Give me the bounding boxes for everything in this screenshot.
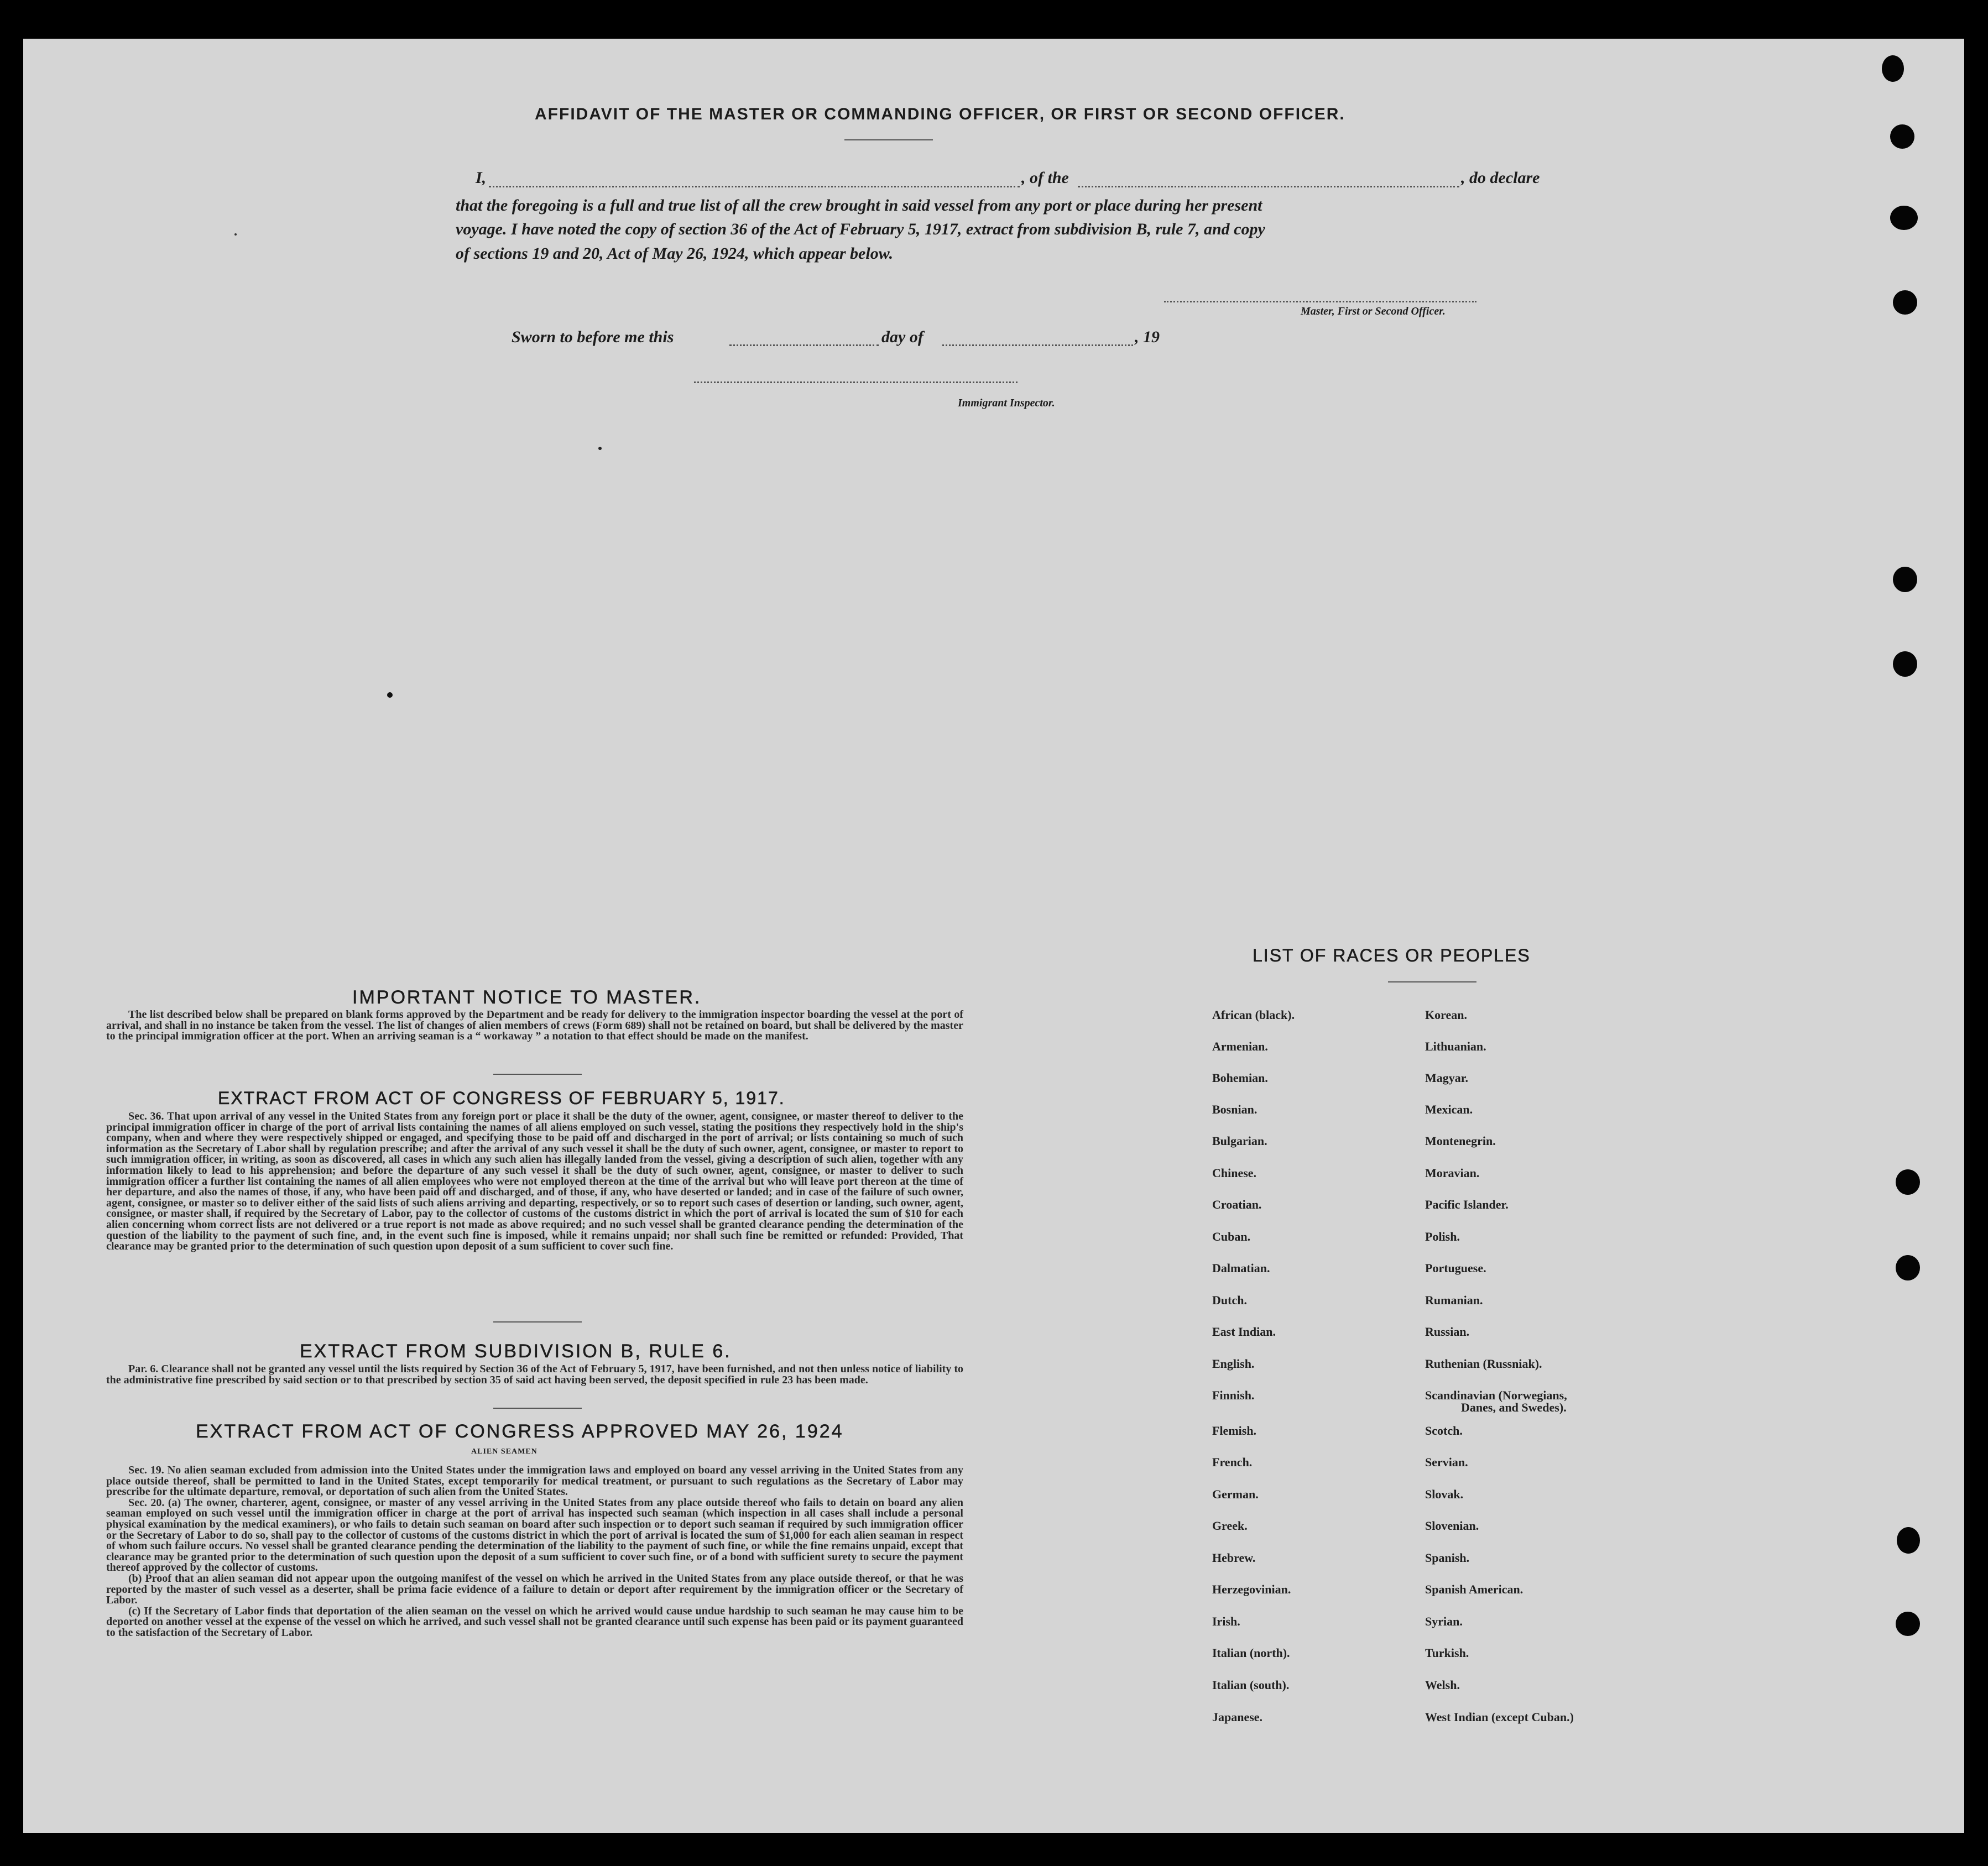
race-item: Bohemian. (1212, 1071, 1268, 1085)
notice-text (106, 1010, 963, 1042)
sec-20c-paragraph: (c) If the Secretary of Labor finds that deportation of the alien seaman on the vessel on which he arrived would cause undue hardship to such seaman he may cause him to be deported on another vessel at the expense of the vessel on which he arrived, and such vessel shall not be granted clearance until such expense has been paid or its payment guaranteed to the satisfaction of the Secretary of Labor. (106, 1604, 963, 1639)
punch-hole (1882, 55, 1904, 82)
race-item: Bulgarian. (1212, 1134, 1267, 1148)
race-item: Italian (north). (1212, 1646, 1290, 1660)
sec-20b-paragraph: (b) Proof that an alien seaman did not appear upon the outgoing manifest of the vessel on which he arrived in the United States from any place outside thereof, or that he was reported by the master of such vessel as a deserter, shall be prima facie evidence of a failure to detain or deport after requirement by the immigration officer or the Secretary of Labor. (106, 1572, 963, 1607)
extract-1924-title: EXTRACT FROM ACT OF CONGRESS APPROVED MAY 26, 1924 (196, 1421, 844, 1442)
race-item: German. (1212, 1487, 1259, 1501)
race-item: Flemish. (1212, 1424, 1257, 1438)
speck-dot (387, 692, 393, 698)
races-title: LIST OF RACES OR PEOPLES (1253, 945, 1531, 965)
punch-hole (1897, 1527, 1920, 1554)
race-item: Dalmatian. (1212, 1261, 1270, 1275)
race-item: Croatian. (1212, 1198, 1262, 1211)
affidavit-title: AFFIDAVIT OF THE MASTER OR COMMANDING OFFICER, OR FIRST OR SECOND OFFICER. (535, 105, 1345, 123)
punch-hole (1893, 651, 1917, 677)
race-item: English. (1212, 1357, 1255, 1371)
race-item: Mexican. (1425, 1102, 1473, 1116)
punch-hole (1896, 1169, 1920, 1195)
sworn-text: Sworn to before me this (512, 328, 674, 346)
race-item: Armenian. (1212, 1039, 1268, 1053)
race-item: Welsh. (1425, 1678, 1460, 1692)
race-item: Cuban. (1212, 1230, 1251, 1243)
race-item: Chinese. (1212, 1166, 1257, 1180)
race-item: Korean. (1425, 1008, 1467, 1022)
extract-1917-title: EXTRACT FROM ACT OF CONGRESS OF FEBRUARY 5, 1917. (218, 1088, 785, 1108)
race-item: Bosnian. (1212, 1102, 1257, 1116)
races-right-continuation: Danes, and Swedes). (1461, 1400, 1567, 1414)
punch-hole (1893, 290, 1917, 315)
race-item: Herzegovinian. (1212, 1582, 1291, 1596)
race-item: Servian. (1425, 1455, 1468, 1469)
punch-hole (1896, 1612, 1920, 1636)
name-blank[interactable] (489, 186, 1020, 187)
notice-title: IMPORTANT NOTICE TO MASTER. (352, 987, 702, 1008)
extract-rule6-text (106, 1364, 963, 1386)
title-underline (844, 139, 933, 140)
race-item: Polish. (1425, 1230, 1460, 1243)
race-item: Slovak. (1425, 1487, 1464, 1501)
affidavit-of-the: , of the (1021, 169, 1069, 187)
sec-19-paragraph: Sec. 19. No alien seaman excluded from admission into the United States under the immigration laws and employed on board any vessel arriving in the United States from any place outside thereof, shall be permitted to land in the United States, except temporarily for medical treatment, or pursuant to such regulations as the Secretary of Labor may prescribe for the ultimate departure, removal, or deportation of such alien from the United States. (106, 1464, 963, 1498)
race-item: Rumanian. (1425, 1293, 1483, 1307)
speck-dot (598, 447, 602, 450)
race-item: Lithuanian. (1425, 1039, 1486, 1053)
race-item: Finnish. (1212, 1388, 1255, 1402)
extract-rule6-title: EXTRACT FROM SUBDIVISION B, RULE 6. (300, 1341, 732, 1362)
race-item: Slovenian. (1425, 1519, 1479, 1533)
race-item: Spanish. (1425, 1551, 1470, 1565)
race-item: Japanese. (1212, 1710, 1263, 1724)
inspector-label: Immigrant Inspector. (958, 397, 1055, 409)
race-item: Italian (south). (1212, 1678, 1290, 1692)
affidavit-line-1: that the foregoing is a full and true list of all the crew brought in said vessel from any port or place during her present (456, 196, 1262, 215)
races-left-column (1212, 39, 1433, 1833)
race-item: African (black). (1212, 1008, 1295, 1022)
punch-hole (1890, 206, 1918, 230)
race-item: Montenegrin. (1425, 1134, 1496, 1148)
sworn-day-blank[interactable] (729, 344, 879, 346)
extract-1924-text (106, 1465, 963, 1639)
race-item: Ruthenian (Russniak). (1425, 1357, 1542, 1371)
divider-2 (493, 1321, 582, 1323)
affidavit-i: I, (476, 169, 487, 187)
alien-seamen-subtitle: ALIEN SEAMEN (471, 1447, 538, 1456)
form-page (23, 39, 1964, 1833)
race-item: Magyar. (1425, 1071, 1469, 1085)
race-item: Dutch. (1212, 1293, 1247, 1307)
sec-36-paragraph: Sec. 36. That upon arrival of any vessel in the United States from any foreign port or place it shall be the duty of the owner, agent, consignee, or master thereof to deliver to the principal immigration officer in charge of the port of arrival lists containing the names of all aliens employed on such vessel, stating the positions they respectively hold in the ship's company, when and where they were respectively shipped or engaged, and specifying those to be paid off and discharged in the port of arrival; or lists containing so much of such information as the Secretary of Labor shall by regulation prescribe; and after the arrival of any such vessel it shall be the duty of such owner, agent, consignee, or master to report to such immigration officer, in writing, as soon as discovered, all cases in which any such alien has illegally landed from the vessel, giving a description of such alien, together with any information likely to lead to his apprehension; and before the departure of any such vessel it shall be the duty of such owner, agent, consignee, or master to deliver to such immigration officer a further list containing the names of all alien employees who were not employed thereon at the time of the arrival but who will leave port thereon at the time of her departure, and also the names of those, if any, who have been paid off and discharged, and of those, if any, who have deserted or landed; and in case of the failure of such owner, agent, consignee, or master so to deliver either of the said lists of such aliens arriving and departing, respectively, or so to report such cases of desertion or landing, such owner, agent, consignee, or master shall, if required by the Secretary of Labor, pay to the collector of customs of the customs district in which the port of arrival is located the sum of $10 for each alien concerning whom correct lists are not delivered or a true report is not made as above required; and no such vessel shall be granted clearance pending the determination of the question of the liability to the payment of such fine, and, in the event such fine is imposed, while it remains unpaid; nor shall such fine be remitted or refunded: Provided, That clearance may be granted prior to the determination of such question upon deposit of a sum sufficient to cover such fine. (106, 1110, 963, 1253)
divider-1 (493, 1074, 582, 1075)
divider-3 (493, 1408, 582, 1409)
affidavit-do-declare: , do declare (1461, 169, 1540, 187)
punch-hole (1896, 1255, 1920, 1280)
sec-20a-paragraph: Sec. 20. (a) The owner, charterer, agent, consignee, or master of any vessel arriving in the United States from any place outside thereof who fails to detain on board any alien seaman employed on such vessel until the immigration officer in charge at the port of arrival has inspected such seaman (which inspection in all cases shall include a personal physical examination by the medical examiners), or who fails to detain such seaman on board after such inspection or to deport such seaman if required by such immigration officer or the Secretary of Labor to do so, shall pay to the collector of customs of the customs district in which the port of arrival is located the sum of $1,000 for each alien seaman in respect of whom such failure occurs. No vessel shall be granted clearance pending the determination of the liability to the payment of such fine, or while the fine remains unpaid, except that clearance may be granted prior to the determination of such question upon the deposit of a sum sufficient to cover such fine, or of a bond with sufficient surety to secure the payment thereof approved by the collector of customs. (106, 1496, 963, 1574)
master-signature-label: Master, First or Second Officer. (1301, 305, 1446, 317)
notice-paragraph: The list described below shall be prepared on blank forms approved by the Department and be ready for delivery to the immigration inspector boarding the vessel at the port of arrival, and shall in no instance be taken from the vessel. The list of changes of alien members of crews (Form 689) shall not be retained on board, but shall be delivered by the master to the principal immigration officer at the port. When an arriving seaman is a “ workaway ” a notation to that effect should be made on the manifest. (106, 1008, 963, 1043)
race-item: Scotch. (1425, 1424, 1463, 1438)
race-item: Hebrew. (1212, 1551, 1256, 1565)
race-item: Turkish. (1425, 1646, 1469, 1660)
race-item: Irish. (1212, 1614, 1240, 1628)
race-item: Moravian. (1425, 1166, 1480, 1180)
par-6-paragraph: Par. 6. Clearance shall not be granted any vessel until the lists required by Section 36 of the Act of February 5, 1917, have been furnished, and not then unless notice of liability to the administrative fine prescribed by said section or to that prescribed by section 35 of said act having been served, the deposit specified in rule 23 has been made. (106, 1363, 963, 1386)
race-item: Spanish American. (1425, 1582, 1523, 1596)
races-right-column (1425, 39, 1702, 1833)
extract-1917-text (106, 1111, 963, 1252)
speck-dot (234, 233, 237, 236)
sworn-month-blank[interactable] (942, 344, 1133, 346)
race-item: Russian. (1425, 1325, 1470, 1339)
year-prefix: , 19 (1135, 328, 1160, 346)
race-item: Scandinavian (Norwegians, (1425, 1388, 1567, 1402)
race-item: East Indian. (1212, 1325, 1276, 1339)
race-item: West Indian (except Cuban.) (1425, 1710, 1574, 1724)
punch-hole (1893, 567, 1917, 592)
race-item: Syrian. (1425, 1614, 1463, 1628)
inspector-signature-line[interactable] (694, 381, 1018, 383)
race-item: Greek. (1212, 1519, 1248, 1533)
punch-hole (1890, 124, 1914, 149)
affidavit-line-3: of sections 19 and 20, Act of May 26, 1924, which appear below. (456, 244, 894, 263)
day-of-text: day of (881, 328, 923, 346)
affidavit-line-2: voyage. I have noted the copy of section 36 of the Act of February 5, 1917, extract from subdivision B, rule 7, and copy (456, 220, 1265, 238)
race-item: French. (1212, 1455, 1253, 1469)
race-item: Portuguese. (1425, 1261, 1486, 1275)
race-item: Pacific Islander. (1425, 1198, 1509, 1211)
